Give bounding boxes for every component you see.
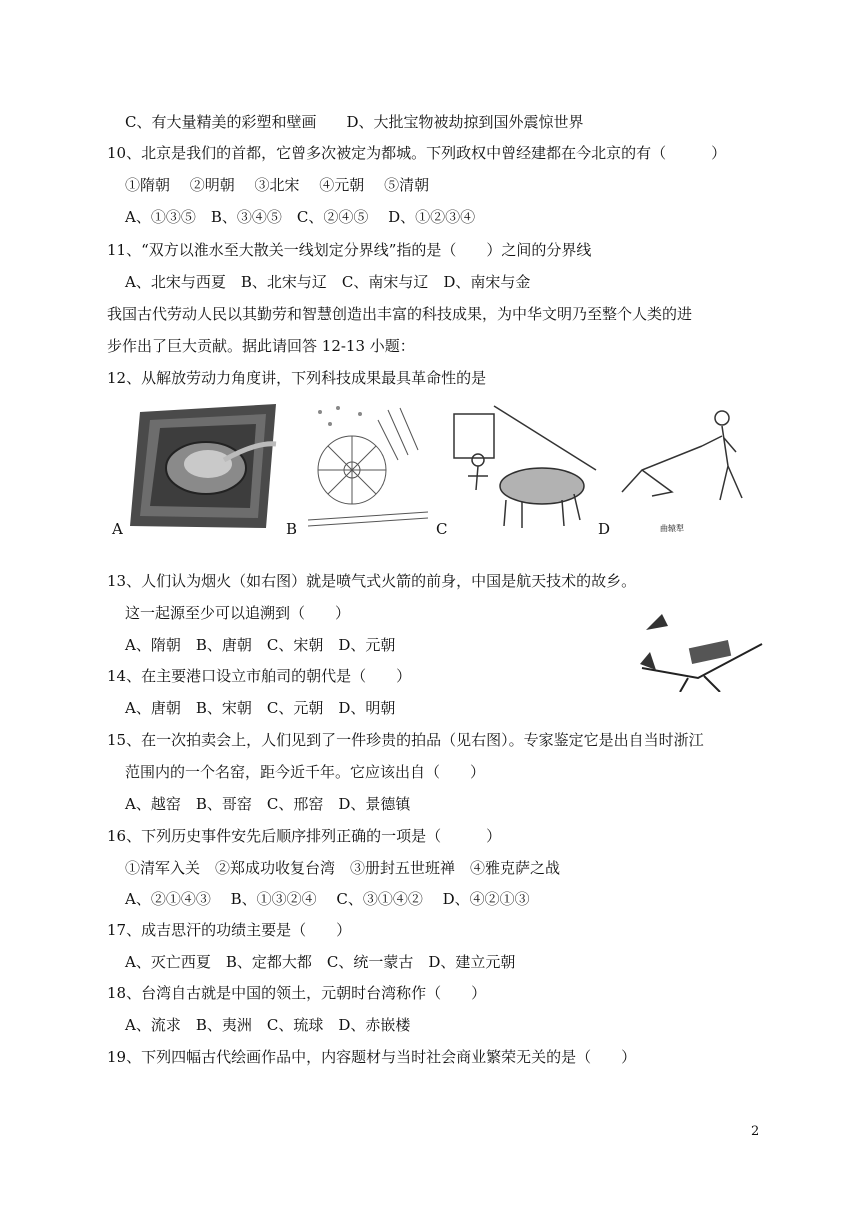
- q13-stem-cont: 这一起源至少可以追溯到（ ）: [125, 604, 351, 622]
- q10-options: A、①③⑤ B、③④⑤ C、②④⑤ D、①②③④: [125, 208, 476, 226]
- q15-options: A、越窑 B、哥窑 C、邢窑 D、景德镇: [125, 795, 411, 813]
- q18-stem: 18、台湾自古就是中国的领土，元朝时台湾称作（ ）: [107, 984, 487, 1002]
- figure-label-b: B: [286, 520, 298, 538]
- q10-items: ①隋朝 ②明朝 ③北宋 ④元朝 ⑤清朝: [125, 176, 430, 194]
- q12-stem: 12、从解放劳动力角度讲，下列科技成果最具革命性的是: [107, 369, 487, 387]
- q17-stem: 17、成吉思汗的功绩主要是（ ）: [107, 921, 352, 939]
- q16-stem: 16、下列历史事件安先后顺序排列正确的一项是（ ）: [107, 827, 502, 845]
- q13-stem: 13、人们认为烟火（如右图）就是喷气式火箭的前身，中国是航天技术的故乡。: [107, 572, 637, 590]
- q19-stem: 19、下列四幅古代绘画作品中，内容题材与当时社会商业繁荣无关的是（ ）: [107, 1048, 637, 1066]
- q13-options: A、隋朝 B、唐朝 C、宋朝 D、元朝: [125, 636, 396, 654]
- q15-stem-cont: 范围内的一个名窑，距今近千年。它应该出自（ ）: [125, 763, 486, 781]
- q15-stem: 15、在一次拍卖会上，人们见到了一件珍贵的拍品（见右图）。专家鉴定它是出自当时浙江: [107, 731, 704, 749]
- fireworks-rocket-image: [638, 604, 766, 692]
- q9-option-cd: C、有大量精美的彩塑和壁画 D、大批宝物被劫掠到国外震惊世界: [125, 113, 584, 131]
- plow-image: [612, 400, 762, 530]
- waterwheel-image: [308, 400, 428, 532]
- figure-label-d: D: [598, 520, 611, 538]
- q10-stem: 10、北京是我们的首都，它曾多次被定为都城。下列政权中曾经建都在今北京的有（ ）: [107, 144, 727, 162]
- ox-mill-image: [446, 400, 600, 532]
- q14-options: A、唐朝 B、宋朝 C、元朝 D、明朝: [125, 699, 396, 717]
- compass-sinan-image: [126, 402, 286, 532]
- q11-options: A、北宋与西夏 B、北宋与辽 C、南宋与辽 D、南宋与金: [125, 273, 531, 291]
- figure-d-caption: 曲辕犁: [660, 524, 684, 533]
- q16-items: ①清军入关 ②郑成功收复台湾 ③册封五世班禅 ④雅克萨之战: [125, 859, 561, 877]
- figure-label-c: C: [436, 520, 448, 538]
- intro-line-1: 我国古代劳动人民以其勤劳和智慧创造出丰富的科技成果，为中华文明乃至整个人类的进: [107, 305, 693, 323]
- q18-options: A、流求 B、夷洲 C、琉球 D、赤嵌楼: [125, 1016, 411, 1034]
- intro-line-2: 步作出了巨大贡献。据此请回答 12-13 小题：: [107, 337, 415, 355]
- q14-stem: 14、在主要港口设立市舶司的朝代是（ ）: [107, 667, 412, 685]
- page-number: 2: [751, 1124, 760, 1139]
- q16-options: A、②①④③ B、①③②④ C、③①④② D、④②①③: [125, 890, 530, 908]
- figure-label-a: A: [112, 520, 123, 538]
- q11-stem: 11、“双方以淮水至大散关一线划定分界线”指的是（ ）之间的分界线: [107, 241, 592, 259]
- q17-options: A、灭亡西夏 B、定都大都 C、统一蒙古 D、建立元朝: [125, 953, 516, 971]
